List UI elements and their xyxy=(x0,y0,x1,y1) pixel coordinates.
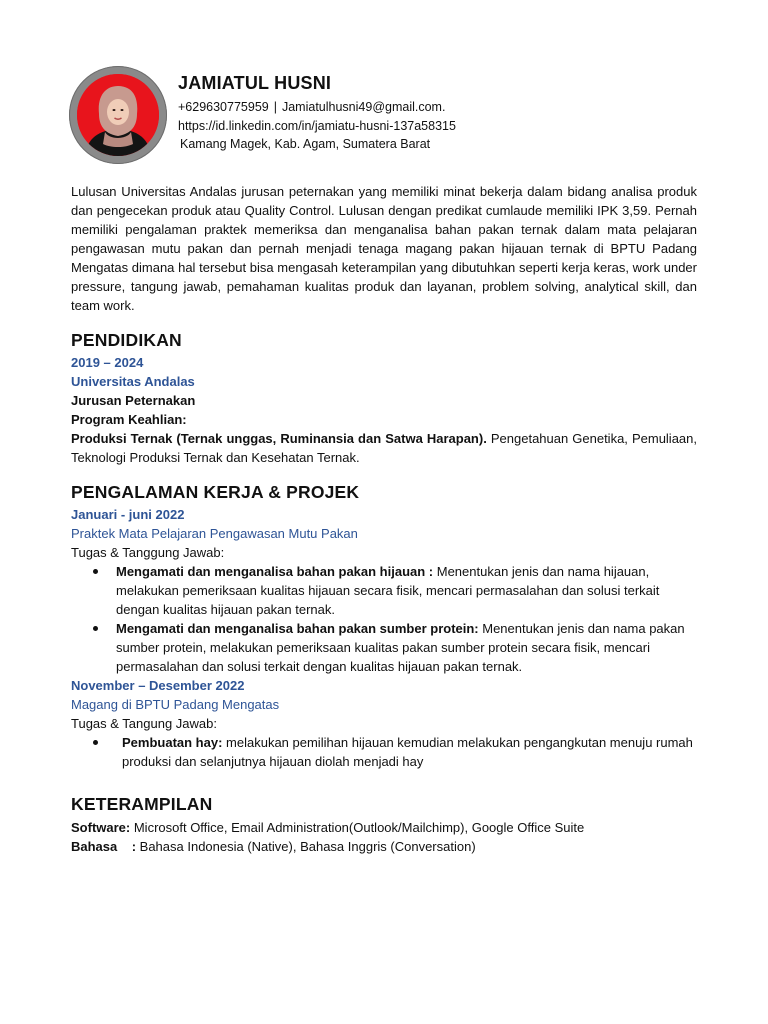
skill-language xyxy=(71,837,697,856)
skills-section xyxy=(71,818,697,856)
skill-software-label: Software: xyxy=(71,820,131,835)
list-item xyxy=(71,619,697,676)
duty-text: melakukan pemilihan hijauan kemudian melakukan pengangkutan menuju rumah produksi dan selanjutnya hijauan diolah menjadi hay xyxy=(122,735,693,769)
education-program-rest: Pengetahuan Genetika, Pemuliaan, Teknologi Produksi Ternak dan Kesehatan Ternak. xyxy=(71,431,697,465)
duty-text: Menentukan jenis dan nama pakan sumber protein, melakukan pemeriksaan kualitas pakan sumber protein secara fisik, mencari permasalahan dan solusi terkait dengan kualitas hijauan pakan ternak. xyxy=(116,621,685,674)
job-duties-list xyxy=(71,562,697,676)
skill-language-value: Bahasa Indonesia (Native), Bahasa Inggris (Conversation) xyxy=(136,839,476,854)
job-period: November – Desember 2022 xyxy=(71,678,245,693)
list-item xyxy=(71,733,697,771)
education-program-bold: Produksi Ternak (Ternak unggas, Ruminansia dan Satwa Harapan). xyxy=(71,431,487,446)
duty-title: Mengamati dan menganalisa bahan pakan hijauan : xyxy=(116,564,434,579)
job-period: Januari - juni 2022 xyxy=(71,507,185,522)
contact-separator: | xyxy=(273,100,277,114)
candidate-name: JAMIATUL HUSNI xyxy=(178,73,332,93)
job-duties-label: Tugas & Tanggung Jawab: xyxy=(71,545,225,560)
contact-line-phone-email xyxy=(178,100,445,114)
duty-title: Mengamati dan menganalisa bahan pakan sumber protein: xyxy=(116,621,479,636)
job-title: Praktek Mata Pelajaran Pengawasan Mutu Pakan xyxy=(71,526,358,541)
job-duties-label: Tugas & Tangung Jawab: xyxy=(71,716,217,731)
duty-text: Menentukan jenis dan nama hijauan, melakukan pemeriksaan kualitas hijauan secara fisik, mencari permasalahan dan solusi terkait dengan kualitas hijauan pakan ternak. xyxy=(116,564,660,617)
job-title: Magang di BPTU Padang Mengatas xyxy=(71,697,280,712)
education-program-label: Program Keahlian: xyxy=(71,412,187,427)
phone-number: +629630775959 xyxy=(178,100,269,114)
bullet-icon xyxy=(93,569,98,574)
education-institution: Universitas Andalas xyxy=(71,374,195,389)
bullet-icon xyxy=(93,740,98,745)
profile-photo xyxy=(69,66,167,164)
experience-section xyxy=(71,505,697,771)
duty-title: Pembuatan hay: xyxy=(122,735,223,750)
bullet-icon xyxy=(93,626,98,631)
address: Kamang Magek, Kab. Agam, Sumatera Barat xyxy=(180,137,431,151)
profile-summary: Lulusan Universitas Andalas jurusan peternakan yang memiliki minat bekerja dalam bidang analisa produk dan pengecekan produk atau Quality Control. Lulusan dengan predikat cumlaude memiliki IPK 3,59. Pernah memiliki pengalaman praktek memeriksa dan menganalisa bahan pakan ternak dalam mata pelajaran pengawasan mutu pakan dan pernah menjadi tenaga magang pakan hijauan ternak di BPTU Padang Mengatas dimana hal tersebut bisa mengasah keterampilan yang dibutuhkan seperti kerja keras, work under pressure, tangung jawab, pemahaman kualitas produk dan layanan, problem solving, analytical skill, dan team work. xyxy=(71,184,697,313)
job-duties-list xyxy=(71,733,697,771)
profile-photo-image xyxy=(77,74,159,156)
education-period: 2019 – 2024 xyxy=(71,355,144,370)
list-item xyxy=(71,562,697,619)
education-major: Jurusan Peternakan xyxy=(71,393,196,408)
linkedin-url[interactable]: https://id.linkedin.com/in/jamiatu-husni-137a58315 xyxy=(178,119,456,133)
education-program-description xyxy=(71,429,697,467)
email-address[interactable]: Jamiatulhusni49@gmail.com. xyxy=(281,100,446,114)
skill-software xyxy=(71,818,697,837)
person-silhouette-icon xyxy=(77,74,159,156)
skills-heading: KETERAMPILAN xyxy=(71,794,213,814)
education-section xyxy=(71,353,697,467)
skill-software-value: Microsoft Office, Email Administration(Outlook/Mailchimp), Google Office Suite xyxy=(130,820,585,835)
education-heading: PENDIDIKAN xyxy=(71,330,182,350)
skill-language-label: Bahasa : xyxy=(71,839,137,854)
experience-heading: PENGALAMAN KERJA & PROJEK xyxy=(71,482,360,502)
